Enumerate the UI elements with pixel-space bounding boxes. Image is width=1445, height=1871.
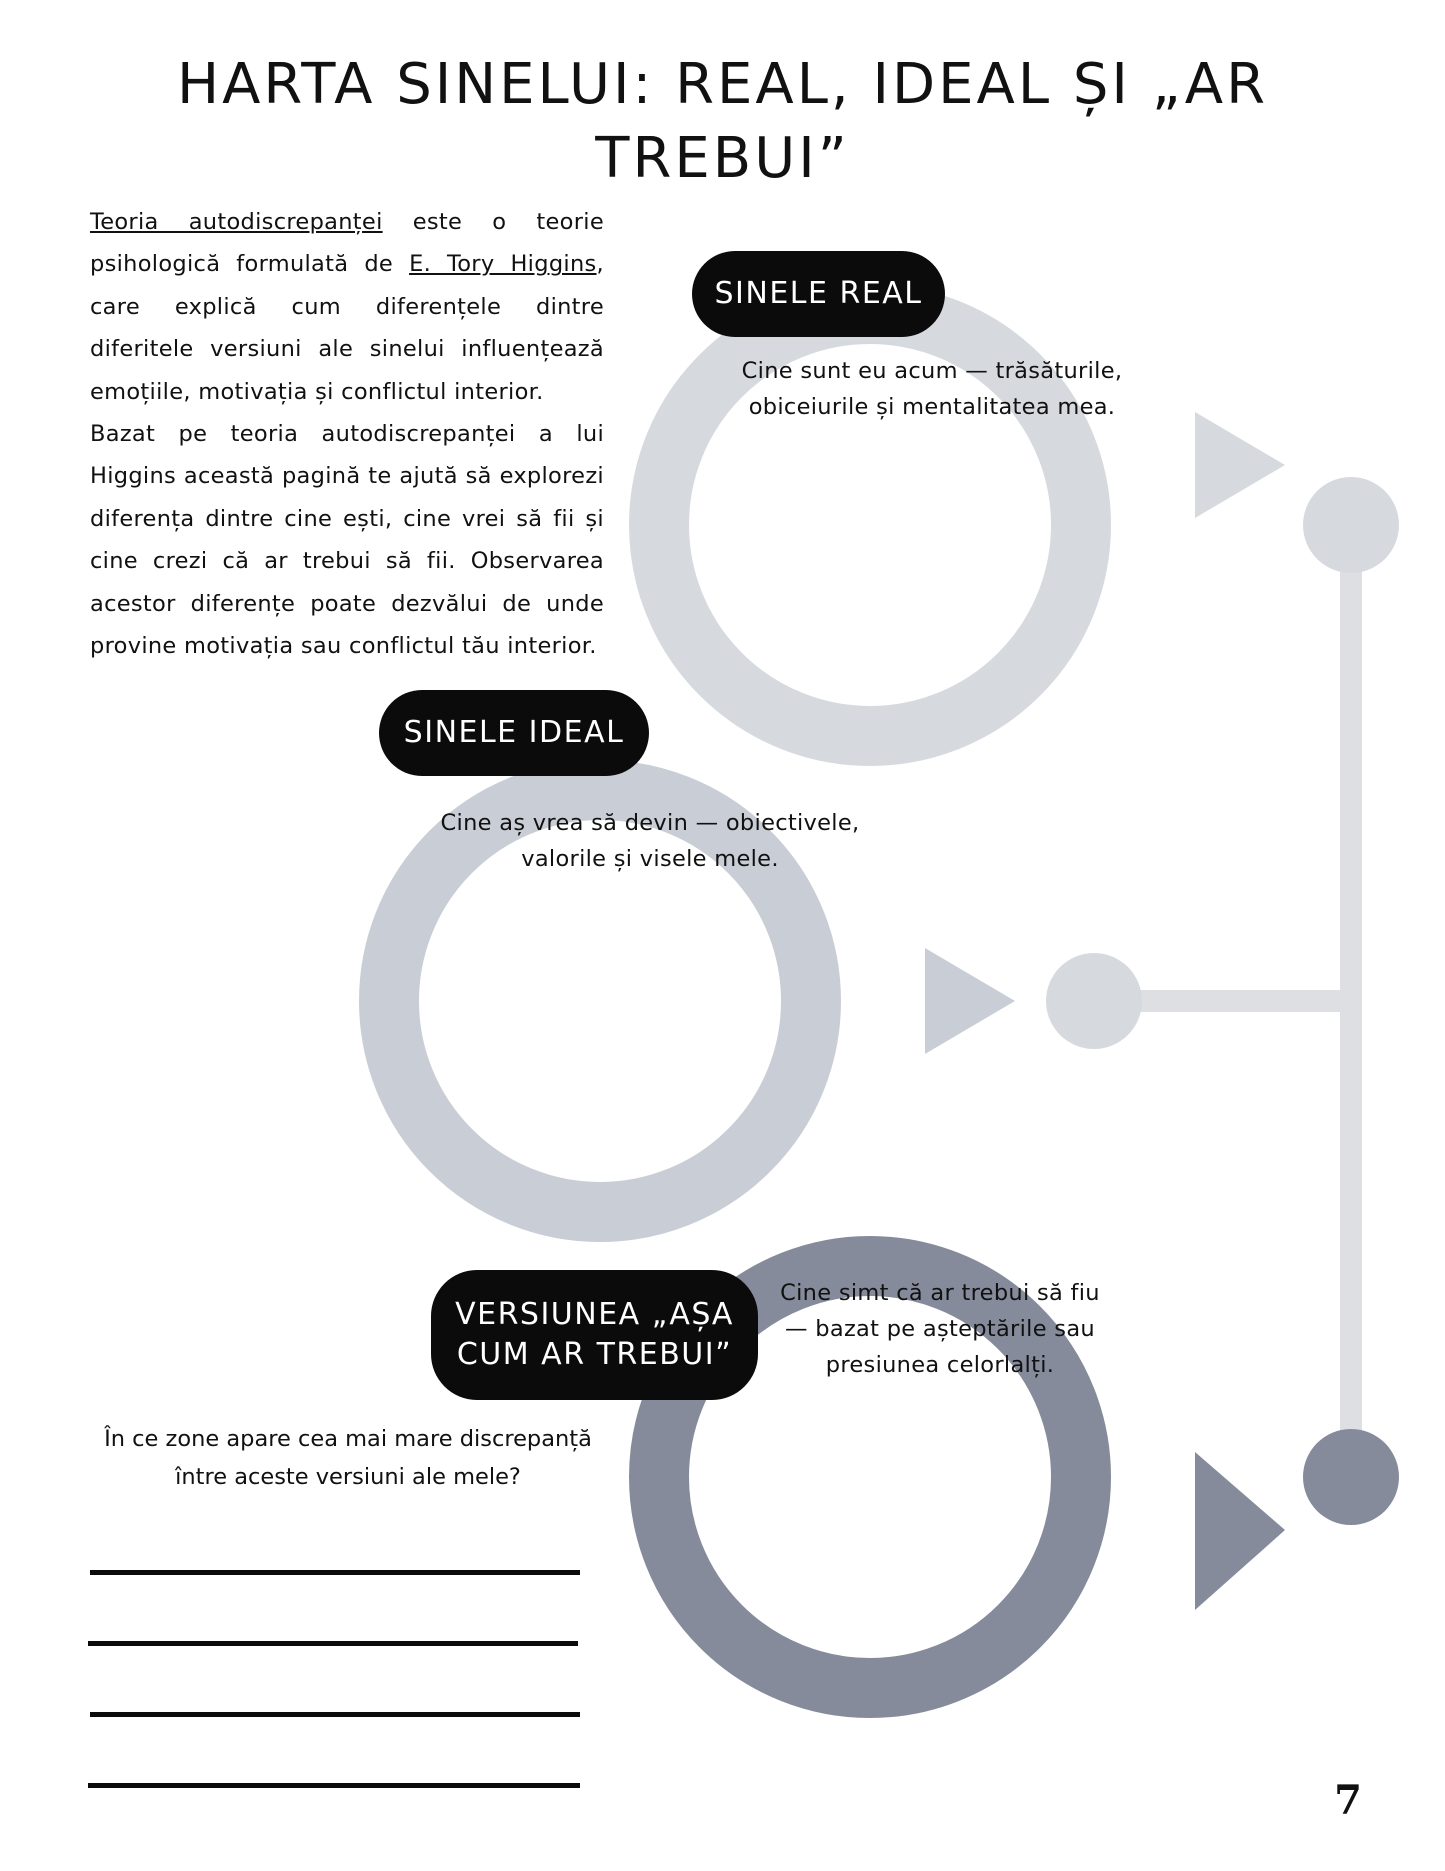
answer-line-3[interactable] <box>90 1712 580 1717</box>
intro-text-fragment: , care explică cum diferențele dintre diferitele versiuni ale sinelui influențează emoțiile, motivația și conflictul interior. <box>90 251 604 405</box>
page-number: 7 <box>1334 1777 1362 1824</box>
label-ought-self: VERSIUNEA „AȘA CUM AR TREBUI” <box>431 1270 758 1400</box>
description-ideal-self: Cine aș vrea să devin — obiectivele, valorile și visele mele. <box>440 810 860 872</box>
description-real-self: Cine sunt eu acum — trăsăturile, obiceiurile și mentalitatea mea. <box>741 358 1123 420</box>
answer-line-2[interactable] <box>88 1641 578 1646</box>
reflection-question: În ce zone apare cea mai mare discrepanță între aceste versiuni ale mele? <box>104 1426 592 1490</box>
intro-paragraph-2: Bazat pe teoria autodiscrepanței a lui Higgins această pagină te ajută să explorezi diferența dintre cine ești, cine vrei să fii și cine crezi că ar trebui să fii. Observarea acestor diferențe poate dezvălui de unde provine motivația sau conflictul tău interior. <box>90 421 604 660</box>
connector-node-real <box>1303 477 1399 573</box>
page-title: HARTA SINELUI: REAL, IDEAL ȘI „AR TREBUI” <box>176 52 1268 191</box>
label-real-self: SINELE REAL <box>692 251 945 337</box>
answer-line-4[interactable] <box>88 1783 580 1788</box>
theory-link[interactable]: Teoria autodiscrepanței <box>90 209 383 235</box>
intro-text-fragment: este o teorie psihologică formulată de <box>90 209 604 278</box>
higgins-link[interactable]: E. Tory Higgins <box>409 251 597 278</box>
answer-line-1[interactable] <box>90 1570 580 1575</box>
connector-node-ideal <box>1046 953 1142 1049</box>
description-ought-self: Cine simt că ar trebui să fiu — bazat pe așteptările sau presiunea celorlalți. <box>780 1280 1100 1378</box>
label-ideal-self: SINELE IDEAL <box>379 690 649 776</box>
connector-node-ought <box>1303 1429 1399 1525</box>
